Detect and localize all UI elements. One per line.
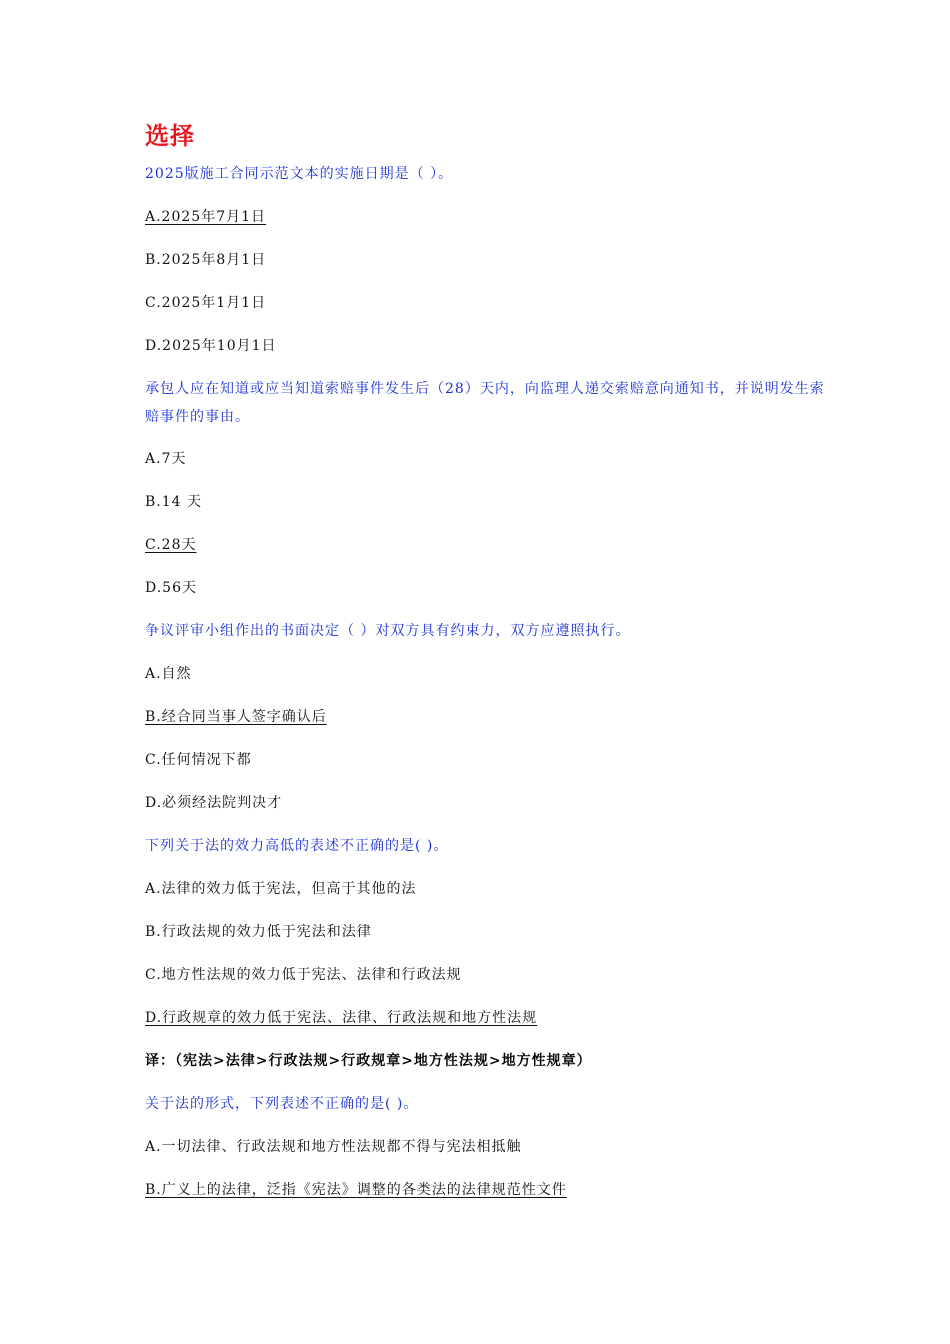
question-4-option-d: D.行政规章的效力低于宪法、法律、行政法规和地方性法规 xyxy=(145,1010,538,1026)
question-1-option-a: A.2025年7月1日 xyxy=(145,209,267,225)
question-3-option-a: A.自然 xyxy=(145,666,192,682)
question-3-option-b: B.经合同当事人签字确认后 xyxy=(145,709,327,725)
question-4-option-c: C.地方性法规的效力低于宪法、法律和行政法规 xyxy=(145,967,462,983)
question-1-stem: 2025版施工合同示范文本的实施日期是（ ）。 xyxy=(145,166,454,182)
document-page xyxy=(145,118,825,1200)
question-2-option-c: C.28天 xyxy=(145,537,197,553)
question-4-option-b: B.行政法规的效力低于宪法和法律 xyxy=(145,924,372,940)
question-4-option-a: A.法律的效力低于宪法，但高于其他的法 xyxy=(145,881,417,897)
question-1-option-d: D.2025年10月1日 xyxy=(145,338,277,354)
question-2-option-b: B.14 天 xyxy=(145,494,203,510)
question-4-note: 译：（宪法>法律>行政法规>行政规章>地方性法规>地方性规章） xyxy=(145,1053,592,1069)
question-3-stem: 争议评审小组作出的书面决定（ ）对双方具有约束力，双方应遵照执行。 xyxy=(145,623,631,639)
question-3-option-c: C.任何情况下都 xyxy=(145,752,252,768)
section-heading: 选择 xyxy=(145,122,195,150)
question-1-option-b: B.2025年8月1日 xyxy=(145,252,267,268)
question-5-stem: 关于法的形式，下列表述不正确的是( )。 xyxy=(145,1096,419,1112)
question-2-option-a: A.7天 xyxy=(145,451,187,467)
question-5-option-b: B.广义上的法律，泛指《宪法》调整的各类法的法律规范性文件 xyxy=(145,1182,567,1198)
question-1-option-c: C.2025年1月1日 xyxy=(145,295,267,311)
question-2-option-d: D.56天 xyxy=(145,580,197,596)
question-5-option-a: A.一切法律、行政法规和地方性法规都不得与宪法相抵触 xyxy=(145,1139,522,1155)
question-4-stem: 下列关于法的效力高低的表述不正确的是( )。 xyxy=(145,838,449,854)
question-2-stem: 承包人应在知道或应当知道索赔事件发生后（28）天内，向监理人递交索赔意向通知书，并说明发生索赔事件的事由。 xyxy=(145,381,825,425)
question-3-option-d: D.必须经法院判决才 xyxy=(145,795,283,811)
